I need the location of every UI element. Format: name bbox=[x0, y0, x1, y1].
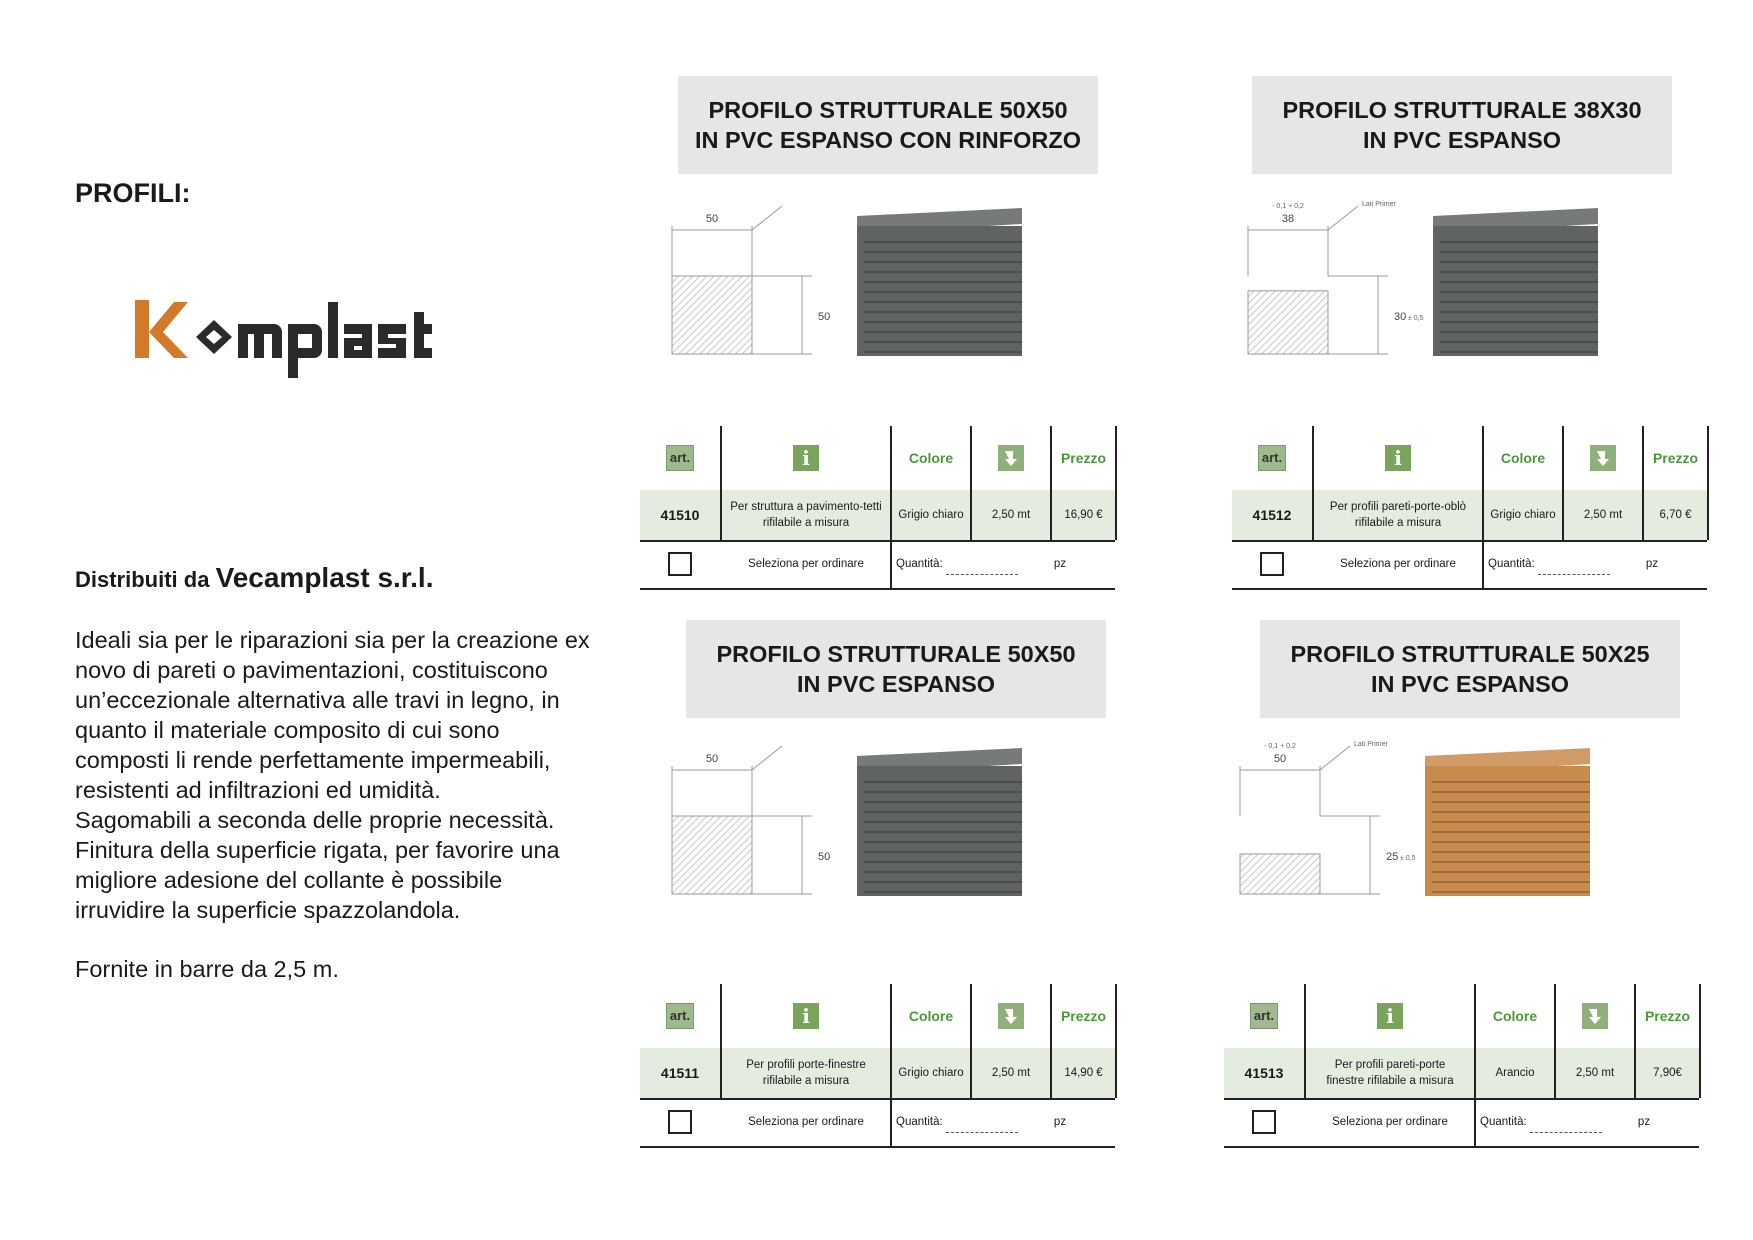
svg-text:- 0,1 + 0,2: - 0,1 + 0,2 bbox=[1272, 203, 1304, 210]
description-line: novo di pareti o pavimentazioni, costituiscono bbox=[75, 657, 548, 683]
article-code: 41511 bbox=[660, 1065, 700, 1081]
quantity-field[interactable] bbox=[1538, 574, 1610, 575]
article-color: Grigio chiaro bbox=[898, 509, 964, 521]
product-title bbox=[1252, 76, 1672, 174]
description-line: migliore adesione del collante è possibile bbox=[75, 867, 503, 893]
order-checkbox[interactable] bbox=[1260, 552, 1284, 576]
product-title bbox=[678, 76, 1098, 174]
article-price: 6,70 € bbox=[1659, 509, 1692, 521]
article-info-line2: rifilabile a misura bbox=[762, 517, 850, 529]
profile-photo bbox=[1425, 748, 1590, 896]
length-icon bbox=[998, 1003, 1024, 1029]
price-header: Prezzo bbox=[1060, 450, 1107, 466]
article-color: Arancio bbox=[1495, 1067, 1535, 1079]
article-code: 41510 bbox=[660, 507, 700, 523]
article-length: 2,50 mt bbox=[991, 1067, 1031, 1079]
svg-text:± 0,5: ± 0,5 bbox=[1400, 855, 1416, 862]
svg-text:50: 50 bbox=[818, 851, 831, 863]
info-icon: i bbox=[793, 1003, 819, 1029]
product-title bbox=[1260, 620, 1680, 718]
article-info-line1: Per struttura a pavimento-tetti bbox=[730, 501, 882, 513]
order-row bbox=[1224, 1098, 1699, 1148]
order-checkbox[interactable] bbox=[1252, 1110, 1276, 1134]
komplast-logo bbox=[130, 290, 460, 390]
article-info bbox=[1306, 1048, 1474, 1098]
supply-note: Fornite in barre da 2,5 m. bbox=[75, 956, 339, 982]
article-code: 41512 bbox=[1252, 507, 1292, 523]
profile-photo bbox=[1433, 208, 1598, 356]
svg-text:30: 30 bbox=[1394, 311, 1407, 323]
info-icon: i bbox=[793, 445, 819, 471]
order-row bbox=[1232, 540, 1707, 590]
article-info-line1: Per profili porte-finestre bbox=[746, 1059, 866, 1071]
article-length: 2,50 mt bbox=[1583, 509, 1623, 521]
art-header-badge: art. bbox=[666, 1003, 694, 1029]
svg-text:Lati Primer: Lati Primer bbox=[1354, 741, 1388, 748]
product-table bbox=[640, 426, 1115, 590]
product-title-line2: IN PVC ESPANSO bbox=[1370, 671, 1570, 697]
profile-drawing bbox=[1220, 736, 1600, 911]
svg-text:50: 50 bbox=[818, 311, 831, 323]
description-line: quanto il materiale composito di cui sono bbox=[75, 717, 500, 743]
product-title-line2: IN PVC ESPANSO CON RINFORZO bbox=[694, 127, 1082, 153]
unit-label: pz bbox=[1637, 1116, 1651, 1128]
art-header-badge: art. bbox=[1258, 445, 1286, 471]
color-header: Colore bbox=[908, 450, 954, 466]
svg-text:50: 50 bbox=[1273, 753, 1287, 765]
info-icon: i bbox=[1385, 445, 1411, 471]
product-title-line2: IN PVC ESPANSO bbox=[796, 671, 996, 697]
unit-label: pz bbox=[1645, 558, 1659, 570]
article-price: 14,90 € bbox=[1064, 1067, 1103, 1079]
svg-text:38: 38 bbox=[1281, 213, 1295, 225]
section-title: PROFILI: bbox=[75, 178, 191, 208]
distributor-line bbox=[75, 562, 434, 594]
length-icon bbox=[1582, 1003, 1608, 1029]
description-line: irruvidire la superficie spazzolandola. bbox=[75, 897, 461, 923]
product-table bbox=[1224, 984, 1699, 1148]
price-header: Prezzo bbox=[1060, 1008, 1107, 1024]
unit-label: pz bbox=[1053, 558, 1067, 570]
order-checkbox[interactable] bbox=[668, 1110, 692, 1134]
quantity-label: Quantità: bbox=[1488, 558, 1535, 570]
section-diagram bbox=[672, 746, 830, 894]
distributor-company: Vecamplast s.r.l. bbox=[215, 562, 434, 593]
quantity-label: Quantità: bbox=[896, 1116, 943, 1128]
quantity-label: Quantità: bbox=[896, 558, 943, 570]
svg-text:50: 50 bbox=[705, 753, 719, 765]
article-info bbox=[1314, 490, 1482, 540]
svg-text:Lati Primer: Lati Primer bbox=[1362, 201, 1396, 208]
product-title-line2: IN PVC ESPANSO bbox=[1362, 127, 1562, 153]
article-info-line1: Per profili pareti-porte bbox=[1334, 1059, 1446, 1071]
article-info-line2: finestre rifilabile a misura bbox=[1326, 1075, 1454, 1087]
svg-text:± 0,5: ± 0,5 bbox=[1408, 315, 1424, 322]
art-header-badge: art. bbox=[666, 445, 694, 471]
article-length: 2,50 mt bbox=[991, 509, 1031, 521]
quantity-label: Quantità: bbox=[1480, 1116, 1527, 1128]
unit-label: pz bbox=[1053, 1116, 1067, 1128]
article-color: Grigio chiaro bbox=[898, 1067, 964, 1079]
table-header-row bbox=[1224, 984, 1699, 1048]
product-title-line1: PROFILO STRUTTURALE 38X30 bbox=[1282, 97, 1642, 123]
select-label: Seleziona per ordinare bbox=[1340, 558, 1456, 570]
article-info-line1: Per profili pareti-porte-oblò bbox=[1329, 501, 1467, 513]
svg-text:50: 50 bbox=[705, 213, 719, 225]
table-row bbox=[640, 1048, 1115, 1098]
art-header-badge: art. bbox=[1250, 1003, 1278, 1029]
select-label: Seleziona per ordinare bbox=[748, 558, 864, 570]
article-info-line2: rifilabile a misura bbox=[1354, 517, 1442, 529]
description-line: Ideali sia per le riparazioni sia per la creazione ex bbox=[75, 627, 590, 653]
select-label: Seleziona per ordinare bbox=[1332, 1116, 1448, 1128]
profile-drawing bbox=[652, 196, 1032, 371]
table-row bbox=[1232, 490, 1707, 540]
svg-text:25: 25 bbox=[1386, 851, 1399, 863]
product-table bbox=[1232, 426, 1707, 590]
description-line: resistenti ad infiltrazioni ed umidità. bbox=[75, 777, 441, 803]
product-title-line1: PROFILO STRUTTURALE 50X25 bbox=[1290, 641, 1650, 667]
description-line: Finitura della superficie rigata, per favorire una bbox=[75, 837, 560, 863]
length-icon bbox=[1590, 445, 1616, 471]
info-icon: i bbox=[1377, 1003, 1403, 1029]
price-header: Prezzo bbox=[1652, 450, 1699, 466]
table-header-row bbox=[1232, 426, 1707, 490]
quantity-field[interactable] bbox=[946, 574, 1018, 575]
product-title-line1: PROFILO STRUTTURALE 50X50 bbox=[716, 641, 1076, 667]
quantity-field[interactable] bbox=[1530, 1132, 1602, 1133]
product-table bbox=[640, 984, 1115, 1148]
article-info bbox=[722, 1048, 890, 1098]
color-header: Colore bbox=[1492, 1008, 1538, 1024]
article-length: 2,50 mt bbox=[1575, 1067, 1615, 1079]
section-diagram bbox=[1240, 741, 1416, 894]
profile-photo bbox=[857, 748, 1022, 896]
quantity-field[interactable] bbox=[946, 1132, 1018, 1133]
color-header: Colore bbox=[1500, 450, 1546, 466]
description-line: composti li rende perfettamente impermeabili, bbox=[75, 747, 551, 773]
product-title bbox=[686, 620, 1106, 718]
price-header: Prezzo bbox=[1644, 1008, 1691, 1024]
article-price: 7,90€ bbox=[1653, 1067, 1682, 1079]
color-header: Colore bbox=[908, 1008, 954, 1024]
svg-text:- 0,1 + 0,2: - 0,1 + 0,2 bbox=[1264, 743, 1296, 750]
order-checkbox[interactable] bbox=[668, 552, 692, 576]
section-diagram bbox=[672, 206, 830, 354]
order-row bbox=[640, 1098, 1115, 1148]
profile-photo bbox=[857, 208, 1022, 356]
profile-drawing bbox=[1228, 196, 1608, 371]
table-header-row bbox=[640, 426, 1115, 490]
article-code: 41513 bbox=[1244, 1065, 1284, 1081]
table-header-row bbox=[640, 984, 1115, 1048]
article-info-line2: rifilabile a misura bbox=[762, 1075, 850, 1087]
article-color: Grigio chiaro bbox=[1490, 509, 1556, 521]
profile-drawing bbox=[652, 736, 1032, 911]
article-price: 16,90 € bbox=[1064, 509, 1103, 521]
section-diagram bbox=[1248, 201, 1424, 354]
distributor-prefix: Distribuiti da bbox=[75, 567, 210, 592]
article-info bbox=[722, 490, 890, 540]
select-label: Seleziona per ordinare bbox=[748, 1116, 864, 1128]
table-row bbox=[1224, 1048, 1699, 1098]
order-row bbox=[640, 540, 1115, 590]
table-row bbox=[640, 490, 1115, 540]
description-line: un’eccezionale alternativa alle travi in legno, in bbox=[75, 687, 560, 713]
length-icon bbox=[998, 445, 1024, 471]
description-line: Sagomabili a seconda delle proprie necessità. bbox=[75, 807, 555, 833]
product-title-line1: PROFILO STRUTTURALE 50X50 bbox=[708, 97, 1068, 123]
product-description bbox=[75, 625, 595, 925]
